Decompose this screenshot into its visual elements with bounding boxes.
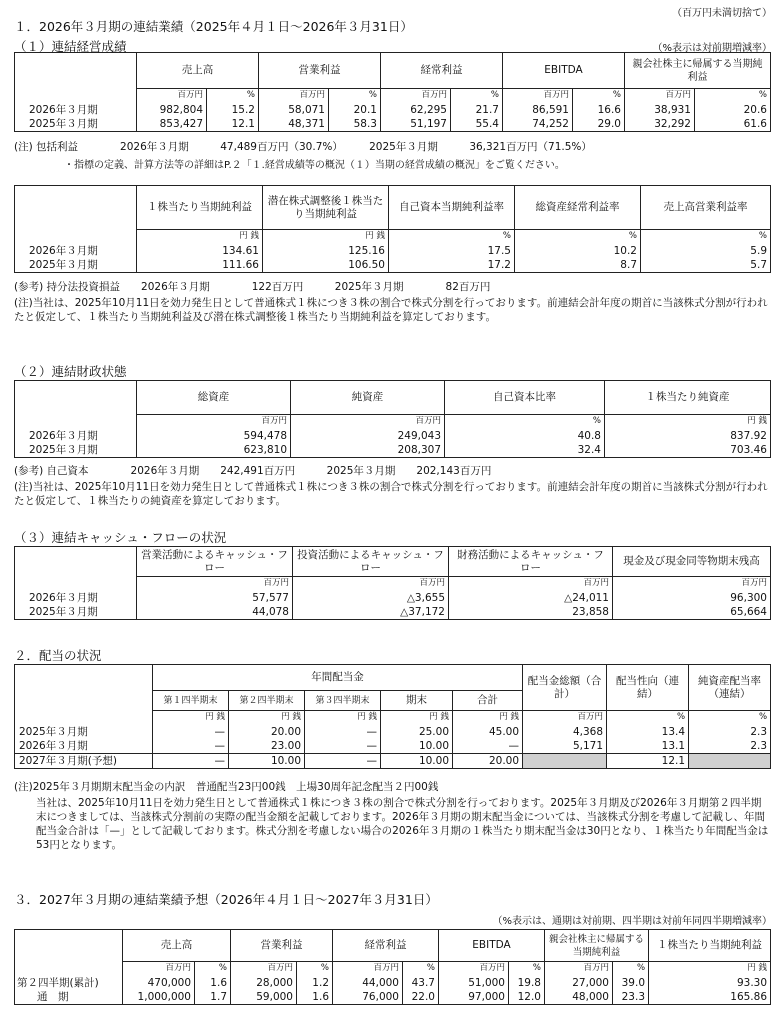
header-bps: １株当たり純資産: [605, 381, 771, 415]
unit: 百万円: [381, 89, 451, 103]
header-op-income: 営業利益: [259, 53, 381, 89]
forecast-table: 売上高 営業利益 経常利益 EBITDA 親会社株主に帰属する当期純利益 １株当たり当期純利益 百万円 % 百万円 % 百万円 % 百万円 % 百万円 % 円 銭 第２四半期(累計) 470,000 1.6 28,000 1.2 44,000 43.7 51,000 19.8 27,000 39.0 93.30 通 期 1,000,000 1.7 59,000 1.6 76,000 22.0 97,000 12.0 48,000 23.3 165.86: [14, 929, 771, 1005]
cash-flow-table: 営業活動によるキャッシュ・フロー 投資活動によるキャッシュ・フロー 財務活動によるキャッシュ・フロー 現金及び現金同等物期末残高 百万円 百万円 百万円 百万円 2026年３月期 57,577 △3,655 △24,011 96,300 2025年３月期 44,078 △37,172 23,858 65,664: [14, 546, 771, 620]
header-eps: １株当たり当期純利益: [649, 930, 771, 962]
header-ebitda: EBITDA: [439, 930, 545, 962]
table-row: 2026年３月期 594,478 249,043 40.8 837.92: [15, 429, 771, 443]
header-investing-cf: 投資活動によるキャッシュ・フロー: [293, 547, 449, 577]
header-roa: 総資産経常利益率: [515, 186, 641, 230]
header-payout-ratio: 配当性向（連結）: [607, 665, 689, 711]
subsection-operating-results: （１）連結経営成績: [14, 39, 127, 54]
header-ord-income: 経常利益: [333, 930, 439, 962]
table-row: 2025年３月期 — 20.00 — 25.00 45.00 4,368 13.4 2.3: [15, 725, 771, 739]
split-note: (注)当社は、2025年10月11日を効力発生日として普通株式１株につき３株の割合で株式分割を行っております。前連結会計年度の期首に当該株式分割が行われたと仮定して、１株当たり当期純利益及び潜在株式調整後１株当たり当期純利益を算定しております。: [14, 297, 768, 323]
table-row: 2026年３月期 57,577 △3,655 △24,011 96,300: [15, 591, 771, 605]
header-diluted-eps: 潜在株式調整後１株当たり当期純利益: [263, 186, 389, 230]
header-ord-income: 経常利益: [381, 53, 503, 89]
forecast-percent-note: （%表示は、通期は対前期、四半期は対前年同四半期増減率）: [492, 916, 772, 927]
table-row: 2025年３月期 623,810 208,307 32.4 703.46: [15, 443, 771, 458]
header-sales: 売上高: [123, 930, 231, 962]
table-row: 2025年３月期 44,078 △37,172 23,858 65,664: [15, 605, 771, 620]
subsection-cash-flow: （３）連結キャッシュ・フローの状況: [14, 530, 227, 545]
header-op-margin: 売上高営業利益率: [641, 186, 771, 230]
unit: 百万円: [259, 89, 329, 103]
unit: %: [695, 89, 771, 103]
header-net-income: 親会社株主に帰属する当期純利益: [625, 53, 771, 89]
section-title-dividends: ２．配当の状況: [14, 648, 102, 663]
table-row: 通 期 1,000,000 1.7 59,000 1.6 76,000 22.0 97,000 12.0 48,000 23.3 165.86: [15, 990, 771, 1005]
header-roe: 自己資本当期純利益率: [389, 186, 515, 230]
header-annual-dividend: 年間配当金: [153, 665, 523, 691]
operating-results-table: [14, 52, 771, 132]
header-net-assets: 純資産: [291, 381, 445, 415]
section-title-forecast: ３．2027年３月期の連結業績予想（2026年４月１日～2027年３月31日）: [14, 892, 438, 907]
header-q2: 第２四半期末: [229, 691, 305, 711]
header-sales: 売上高: [137, 53, 259, 89]
split-note-2: (注)当社は、2025年10月11日を効力発生日として普通株式１株につき３株の割合で株式分割を行っております。前連結会計年度の期首に当該株式分割が行われたと仮定して、１株当たりの純資産を算定しております。: [14, 481, 768, 507]
equity-method-note: (参考) 持分法投資損益 2026年３月期 122百万円 2025年３月期 82百万円: [14, 281, 491, 293]
header-year-end: 期末: [381, 691, 453, 711]
header-equity-ratio: 自己資本比率: [445, 381, 605, 415]
header-financing-cf: 財務活動によるキャッシュ・フロー: [449, 547, 613, 577]
percent-note: （%表示は対前期増減率）: [652, 43, 772, 54]
financial-position-table: 総資産 純資産 自己資本比率 １株当たり純資産 百万円 百万円 % 円 銭 2026年３月期 594,478 249,043 40.8 837.92 2025年３月期 623,810 208,307 32.4 703.46: [14, 380, 771, 458]
definition-note: ・指標の定義、計算方法等の詳細はP.２「１.経営成績等の概況（１）当期の経営成績の概況」をご覧ください。: [64, 160, 565, 171]
header-operating-cf: 営業活動によるキャッシュ・フロー: [137, 547, 293, 577]
unit: 百万円: [137, 89, 207, 103]
header-eps: １株当たり当期純利益: [137, 186, 263, 230]
unit: %: [207, 89, 259, 103]
unit: 百万円: [625, 89, 695, 103]
dividend-note-1: (注)2025年３月期期末配当金の内訳 普通配当23円00銭 上場30周年記念配当２円00銭: [14, 781, 439, 793]
header-ebitda: EBITDA: [503, 53, 625, 89]
unit: %: [451, 89, 503, 103]
header-total-assets: 総資産: [137, 381, 291, 415]
unit: %: [329, 89, 381, 103]
header-total-dividend: 配当金総額（合計）: [523, 665, 607, 711]
equity-ref-note: (参考) 自己資本 2026年３月期 242,491百万円 2025年３月期 202,143百万円: [14, 465, 492, 477]
subsection-financial-position: （２）連結財政状態: [14, 364, 127, 379]
header-total: 合計: [453, 691, 523, 711]
header-doe: 純資産配当率（連結）: [689, 665, 771, 711]
header-net-income: 親会社株主に帰属する当期純利益: [545, 930, 649, 962]
header-q3: 第３四半期末: [305, 691, 381, 711]
table-row: 2025年３月期 111.66 106.50 17.2 8.7 5.7: [15, 258, 771, 273]
dividend-table: 年間配当金 配当金総額（合計） 配当性向（連結） 純資産配当率（連結） 第１四半期末 第２四半期末 第３四半期末 期末 合計 円 銭 円 銭 円 銭 円 銭 円 銭 百万円 % % 2025年３月期 — 20.00 — 25.00 45.00 4,368 13.4 2.3 2026年３月期 — 23.00 — 10.00 — 5,171 13.1 2.3 2027年３月期(予想) — 10.00 — 10.00 20.00 12.1: [14, 664, 771, 769]
comprehensive-income-note: (注) 包括利益 2026年３月期 47,489百万円（30.7%） 2025年３月期 36,321百万円（71.5%）: [14, 141, 592, 153]
per-share-table: １株当たり当期純利益 潜在株式調整後１株当たり当期純利益 自己資本当期純利益率 総資産経常利益率 売上高営業利益率 円 銭 円 銭 % % % 2026年３月期 134.61 125.16 17.5 10.2 5.9 2025年３月期 111.66 106.50 17.2 8.7 5.7: [14, 185, 771, 273]
table-row: 2026年３月期 134.61 125.16 17.5 10.2 5.9: [15, 244, 771, 258]
table-row: 2027年３月期(予想) — 10.00 — 10.00 20.00 12.1: [15, 753, 771, 768]
table-row: 2026年３月期 982,804 15.2 58,071 20.1 62,295 21.7 86,591 16.6 38,931 20.6: [15, 103, 771, 117]
header-cash-end: 現金及び現金同等物期末残高: [613, 547, 771, 577]
table-row: 2026年３月期 — 23.00 — 10.00 — 5,171 13.1 2.3: [15, 739, 771, 754]
table-row: 2025年３月期 853,427 12.1 48,371 58.3 51,197 55.4 74,252 29.0 32,292 61.6: [15, 117, 771, 132]
header-q1: 第１四半期末: [153, 691, 229, 711]
unit: 百万円: [503, 89, 573, 103]
corner-cell: [15, 53, 137, 89]
dividend-note-2: 当社は、2025年10月11日を効力発生日として普通株式１株につき３株の割合で株式分割を行っております。2025年３月期及び2026年３月期第２四半期末につきましては、当該株式分割前の実際の配当金額を記載しております。2026年３月期の期末配当金については、当該株式分割を考慮して記載し、年間配当金合計は「—」として記載しております。株式分割を考慮しない場合の2026年３月期の１株当たり期末配当金は30円となり、１株当たり年間配当金は53円となります。: [36, 797, 769, 851]
table-row: 第２四半期(累計) 470,000 1.6 28,000 1.2 44,000 43.7 51,000 19.8 27,000 39.0 93.30: [15, 976, 771, 990]
unit-note: （百万円未満切捨て）: [672, 8, 772, 19]
unit: %: [573, 89, 625, 103]
header-op-income: 営業利益: [231, 930, 333, 962]
section-title-results: １．2026年３月期の連結業績（2025年４月１日～2026年３月31日）: [14, 19, 413, 34]
